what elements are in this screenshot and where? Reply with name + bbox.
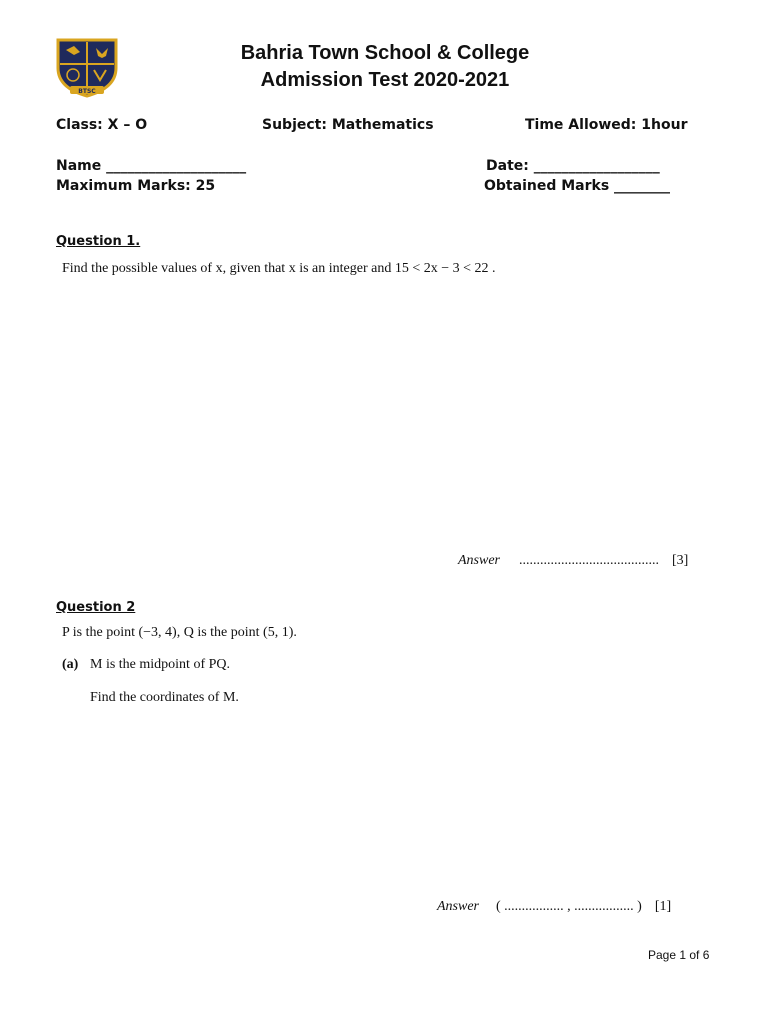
question-2-answer-line xyxy=(437,899,671,915)
class-label: Class: X – O xyxy=(56,117,148,133)
test-title: Admission Test 2020-2021 xyxy=(260,69,510,91)
page-number: Page 1 of 6 xyxy=(648,948,710,962)
date-field: Date: __________________ xyxy=(486,158,660,174)
name-field: Name ____________________ xyxy=(56,158,247,174)
part-a-text: M is the midpoint of PQ. xyxy=(90,657,231,672)
marks: [3] xyxy=(672,553,689,568)
school-crest-logo xyxy=(56,38,118,98)
answer-blank: ( ................. , ................. ) xyxy=(496,899,642,914)
answer-label: Answer xyxy=(437,899,479,914)
obtained-marks-field: Obtained Marks ________ xyxy=(484,178,671,194)
answer-blank: ........................................ xyxy=(519,553,659,568)
answer-label: Answer xyxy=(458,553,500,568)
max-marks-label: Maximum Marks: 25 xyxy=(56,178,216,194)
question-1-text: Find the possible values of x, given that x is an integer and 15 < 2x − 3 < 22 . xyxy=(62,261,496,276)
subject-label: Subject: Mathematics xyxy=(262,117,434,133)
marks: [1] xyxy=(654,899,672,914)
svg-text:BTSC: BTSC xyxy=(78,88,96,95)
question-2-heading: Question 2 xyxy=(56,600,136,615)
question-1-answer-line xyxy=(458,553,688,569)
school-name: Bahria Town School & College xyxy=(240,42,530,64)
question-2-intro: P is the point (−3, 4), Q is the point (5, 1). xyxy=(62,625,297,640)
time-allowed-label: Time Allowed: 1hour xyxy=(525,117,688,133)
part-a-label: (a) xyxy=(62,657,79,672)
part-a-task: Find the coordinates of M. xyxy=(90,690,239,705)
question-1-heading: Question 1. xyxy=(56,234,141,249)
